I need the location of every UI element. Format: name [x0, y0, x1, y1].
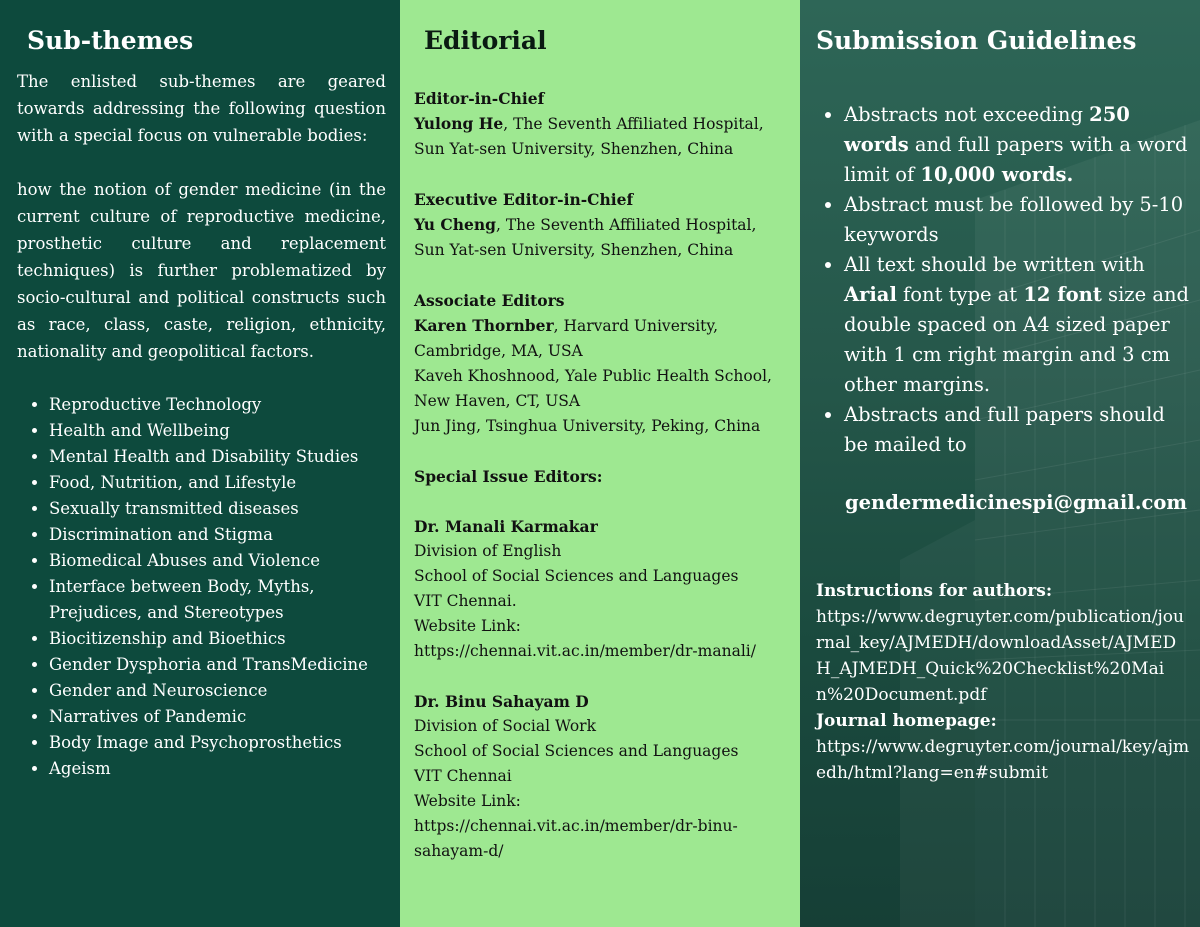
- list-item: • Ageism: [49, 756, 386, 782]
- special-editor-1-school: School of Social Sciences and Languages: [414, 567, 739, 585]
- guideline-1-text-c: and full papers with a word limit of: [844, 133, 1188, 186]
- special-editor-1-block: [414, 514, 792, 664]
- guideline-keywords: • Abstract must be followed by 5-10 keywords: [844, 190, 1190, 250]
- guidelines-list: [816, 100, 1190, 460]
- special-editor-2-institute: VIT Chennai: [414, 767, 512, 785]
- associate-editors-heading: Associate Editors: [414, 291, 565, 310]
- list-item: • Interface between Body, Myths, Prejudices, and Stereotypes: [49, 574, 386, 626]
- executive-editor-line: [414, 212, 792, 238]
- guideline-3-font-name: Arial: [844, 283, 897, 306]
- list-item: • Gender and Neuroscience: [49, 678, 386, 704]
- guideline-formatting: [844, 250, 1190, 400]
- executive-editor-affiliation: , The Seventh Affiliated Hospital,: [495, 216, 757, 234]
- executive-editor-name: Yu Cheng: [414, 215, 496, 234]
- editorial-title: Editorial: [424, 26, 547, 55]
- special-editor-2-block: [414, 689, 792, 864]
- subthemes-column: [0, 0, 400, 927]
- special-editor-1-website-label: Website Link:: [414, 617, 521, 635]
- special-editor-2-school: School of Social Sciences and Languages: [414, 742, 739, 760]
- list-item: • Biocitizenship and Bioethics: [49, 626, 386, 652]
- special-editor-2-name: Dr. Binu Sahayam D: [414, 692, 589, 711]
- guideline-3-text-e: size and double spaced on A4 sized paper with 1 cm right margin and 3 cm other margins.: [844, 283, 1189, 396]
- instructions-section: [816, 578, 1190, 786]
- list-item: • Sexually transmitted diseases: [49, 496, 386, 522]
- associate-editor-1-location: Cambridge, MA, USA: [414, 342, 583, 360]
- guidelines-column: [800, 0, 1200, 927]
- special-editor-1-website-link[interactable]: https://chennai.vit.ac.in/member/dr-manali/: [414, 642, 756, 660]
- executive-editor-block: [414, 187, 792, 263]
- subthemes-title: Sub-themes: [27, 26, 194, 55]
- associate-editor-2-location: New Haven, CT, USA: [414, 392, 581, 410]
- special-issue-heading-block: [414, 464, 792, 489]
- guideline-3-text-a: All text should be written with: [844, 253, 1145, 276]
- associate-editor-3: Jun Jing, Tsinghua University, Peking, China: [414, 417, 761, 435]
- guideline-3-font-size: 12 font: [1023, 283, 1102, 306]
- instructions-heading: Instructions for authors:: [816, 581, 1053, 601]
- subthemes-intro-question: The enlisted sub-themes are geared towards addressing the following question with a special focus on vulnerable bodies:: [17, 72, 386, 145]
- associate-editor-1-affiliation: , Harvard University,: [553, 317, 719, 335]
- guideline-1-bold-limit: 10,000 words.: [920, 163, 1074, 186]
- subthemes-list: [17, 392, 386, 782]
- editor-in-chief-line: [414, 111, 792, 137]
- special-editor-2-website-link[interactable]: https://chennai.vit.ac.in/member/dr-binu-: [414, 817, 738, 835]
- special-editor-1-name: Dr. Manali Karmakar: [414, 517, 598, 536]
- associate-editor-2: Kaveh Khoshnood, Yale Public Health School,: [414, 367, 772, 385]
- editorial-column: [400, 0, 800, 927]
- associate-editor-1-line: [414, 313, 792, 339]
- list-item: • Health and Wellbeing: [49, 418, 386, 444]
- editor-in-chief-affiliation-2: Sun Yat-sen University, Shenzhen, China: [414, 140, 734, 158]
- associate-editor-1-name: Karen Thornber: [414, 316, 554, 335]
- submission-email-link[interactable]: gendermedicinespi@gmail.com: [845, 491, 1188, 514]
- list-item: • Narratives of Pandemic: [49, 704, 386, 730]
- special-editor-1-division: Division of English: [414, 542, 562, 560]
- editor-in-chief-block: [414, 86, 792, 162]
- list-item: • Food, Nutrition, and Lifestyle: [49, 470, 386, 496]
- list-item: • Discrimination and Stigma: [49, 522, 386, 548]
- journal-homepage-link[interactable]: https://www.degruyter.com/journal/key/ajmedh/html?lang=en#submit: [816, 737, 1190, 783]
- journal-homepage-heading: Journal homepage:: [816, 711, 997, 731]
- subthemes-intro: [17, 68, 386, 365]
- instructions-link[interactable]: https://www.degruyter.com/publication/journal_key/AJMEDH/downloadAsset/AJMEDH_AJMEDH_Quick%20Checklist%20Main%20Document.pdf: [816, 607, 1184, 705]
- executive-editor-affiliation-2: Sun Yat-sen University, Shenzhen, China: [414, 241, 734, 259]
- guideline-mailing: • Abstracts and full papers should be mailed to: [844, 400, 1190, 460]
- guideline-1-bold-words: 250 words: [844, 103, 1130, 156]
- executive-editor-heading: Executive Editor-in-Chief: [414, 190, 634, 209]
- associate-editors-block: [414, 288, 792, 439]
- guidelines-title: Submission Guidelines: [816, 26, 1137, 55]
- editorial-body: [414, 86, 792, 864]
- special-editor-2-website-link-cont[interactable]: sahayam-d/: [414, 842, 504, 860]
- guideline-word-limit: [844, 100, 1190, 190]
- special-issue-heading: Special Issue Editors:: [414, 467, 603, 486]
- editor-in-chief-name: Yulong He: [414, 114, 504, 133]
- special-editor-2-website-label: Website Link:: [414, 792, 521, 810]
- list-item: • Biomedical Abuses and Violence: [49, 548, 386, 574]
- list-item: • Gender Dysphoria and TransMedicine: [49, 652, 386, 678]
- subthemes-intro-body: how the notion of gender medicine (in the current culture of reproductive medicine, prosthetic culture and replacement techniques) is further problematized by socio-cultural and political constructs such as race, class, caste, religion, ethnicity, nationality and geopolitical factors.: [17, 180, 386, 361]
- special-editor-1-institute: VIT Chennai.: [414, 592, 517, 610]
- editor-in-chief-heading: Editor-in-Chief: [414, 89, 545, 108]
- guidelines-content: [816, 26, 1190, 786]
- special-editor-2-division: Division of Social Work: [414, 717, 596, 735]
- list-item: • Mental Health and Disability Studies: [49, 444, 386, 470]
- guideline-3-text-c: font type at: [896, 283, 1024, 306]
- guideline-1-text-a: Abstracts not exceeding: [844, 103, 1090, 126]
- editor-in-chief-affiliation: , The Seventh Affiliated Hospital,: [503, 115, 764, 133]
- list-item: • Body Image and Psychoprosthetics: [49, 730, 386, 756]
- list-item: • Reproductive Technology: [49, 392, 386, 418]
